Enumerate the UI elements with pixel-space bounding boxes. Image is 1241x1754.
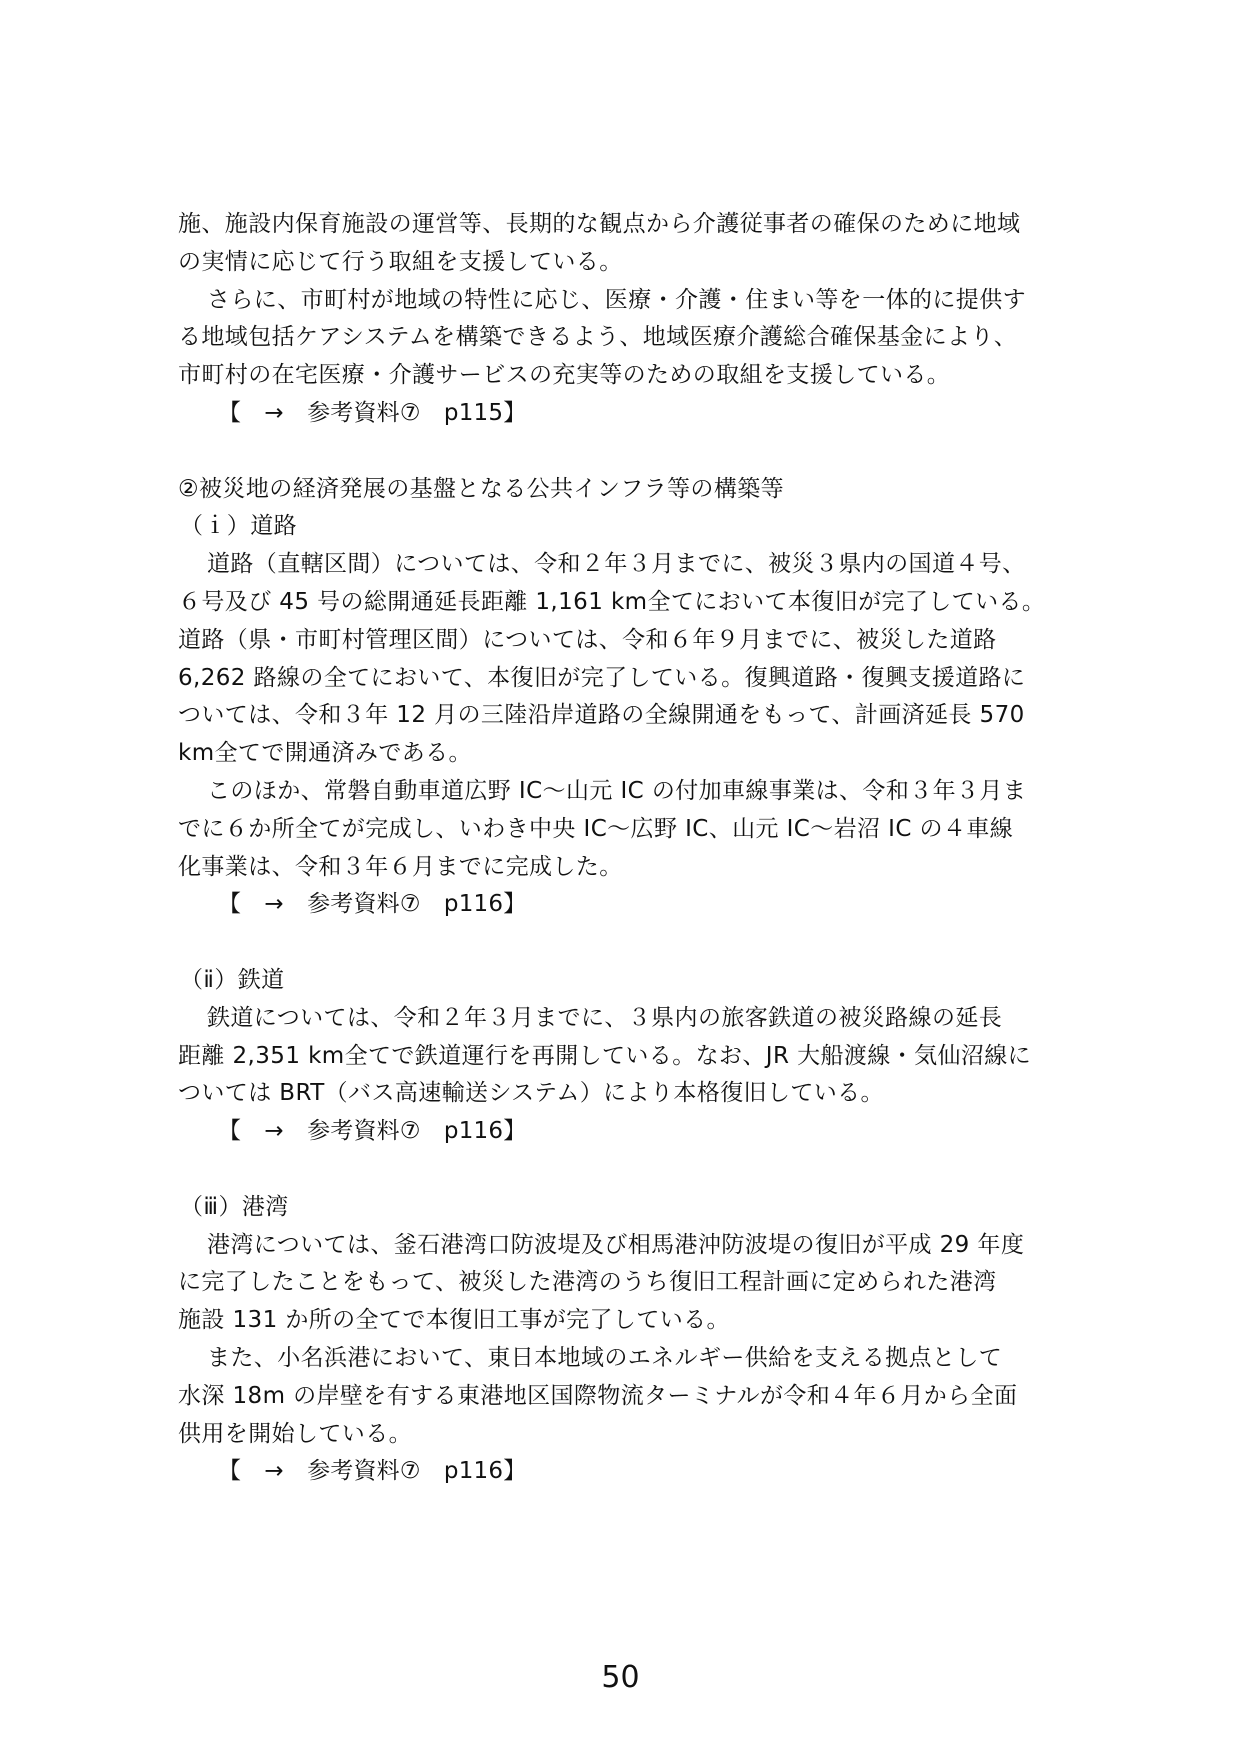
body-line: ついては BRT（バス高速輸送システム）により本格復旧している。	[178, 1080, 884, 1107]
subsection-heading-roads: （ｉ）道路	[180, 513, 297, 540]
body-line: 水深 18m の岸壁を有する東港地区国際物流ターミナルが令和４年６月から全面	[178, 1382, 1018, 1409]
body-line: 道路（直轄区間）については、令和２年３月までに、被災３県内の国道４号、	[207, 551, 1026, 578]
body-line: 施設 131 か所の全てで本復旧工事が完了している。	[178, 1307, 730, 1334]
body-line: 施、施設内保育施設の運営等、長期的な観点から介護従事者の確保のために地域	[178, 211, 1021, 237]
blank-line	[178, 433, 1070, 471]
body-line: km全てで開通済みである。	[178, 740, 472, 767]
subsection-heading-railways: （ⅱ）鉄道	[180, 966, 285, 993]
reference-note: 【 → 参考資料⑦ p115】	[218, 399, 527, 426]
body-line: る地域包括ケアシステムを構築できるよう、地域医療介護総合確保基金により、	[178, 324, 1018, 351]
body-line: 道路（県・市町村管理区間）については、令和６年９月までに、被災した道路	[178, 626, 997, 653]
body-line: に完了したことをもって、被災した港湾のうち復旧工程計画に定められた港湾	[178, 1269, 997, 1296]
body-line: でに６か所全てが完成し、いわき中央 IC～広野 IC、山元 IC～岩沼 IC の４車線	[178, 815, 1014, 842]
body-line: また、小名浜港において、東日本地域のエネルギー供給を支える拠点として	[207, 1344, 1003, 1371]
body-line: 距離 2,351 km全てで鉄道運行を再開している。なお、JR 大船渡線・気仙沼線に	[178, 1042, 1032, 1069]
body-line: 供用を開始している。	[178, 1420, 412, 1447]
body-line: さらに、市町村が地域の特性に応じ、医療・介護・住まい等を一体的に提供す	[207, 286, 1026, 313]
page-number: 50	[601, 1660, 640, 1695]
body-line: このほか、常磐自動車道広野 IC～山元 IC の付加車線事業は、令和３年３月ま	[207, 777, 1027, 804]
body-line: 化事業は、令和３年６月までに完成した。	[178, 853, 623, 880]
body-line: 鉄道については、令和２年３月までに、３県内の旅客鉄道の被災路線の延長	[207, 1004, 1003, 1031]
subsection-heading-ports: （ⅲ）港湾	[180, 1193, 289, 1220]
blank-line	[178, 924, 1070, 962]
reference-note: 【 → 参考資料⑦ p116】	[218, 1118, 527, 1145]
document-body	[178, 206, 1070, 1491]
reference-note: 【 → 参考資料⑦ p116】	[218, 891, 527, 918]
body-line: の実情に応じて行う取組を支援している。	[178, 248, 623, 275]
body-line: ついては、令和３年 12 月の三陸沿岸道路の全線開通をもって、計画済延長 570	[178, 702, 1025, 729]
body-line: 6,262 路線の全てにおいて、本復旧が完了している。復興道路・復興支援道路に	[178, 664, 1026, 691]
section-heading: ②被災地の経済発展の基盤となる公共インフラ等の構築等	[178, 475, 785, 502]
body-line: ６号及び 45 号の総開通延長距離 1,161 km全てにおいて本復旧が完了している。	[178, 588, 1046, 615]
body-line: 市町村の在宅医療・介護サービスの充実等のための取組を支援している。	[178, 362, 951, 389]
reference-note: 【 → 参考資料⑦ p116】	[218, 1458, 527, 1485]
body-line: 港湾については、釜石港湾口防波堤及び相馬港沖防波堤の復旧が平成 29 年度	[207, 1231, 1025, 1258]
blank-line	[178, 1151, 1070, 1189]
